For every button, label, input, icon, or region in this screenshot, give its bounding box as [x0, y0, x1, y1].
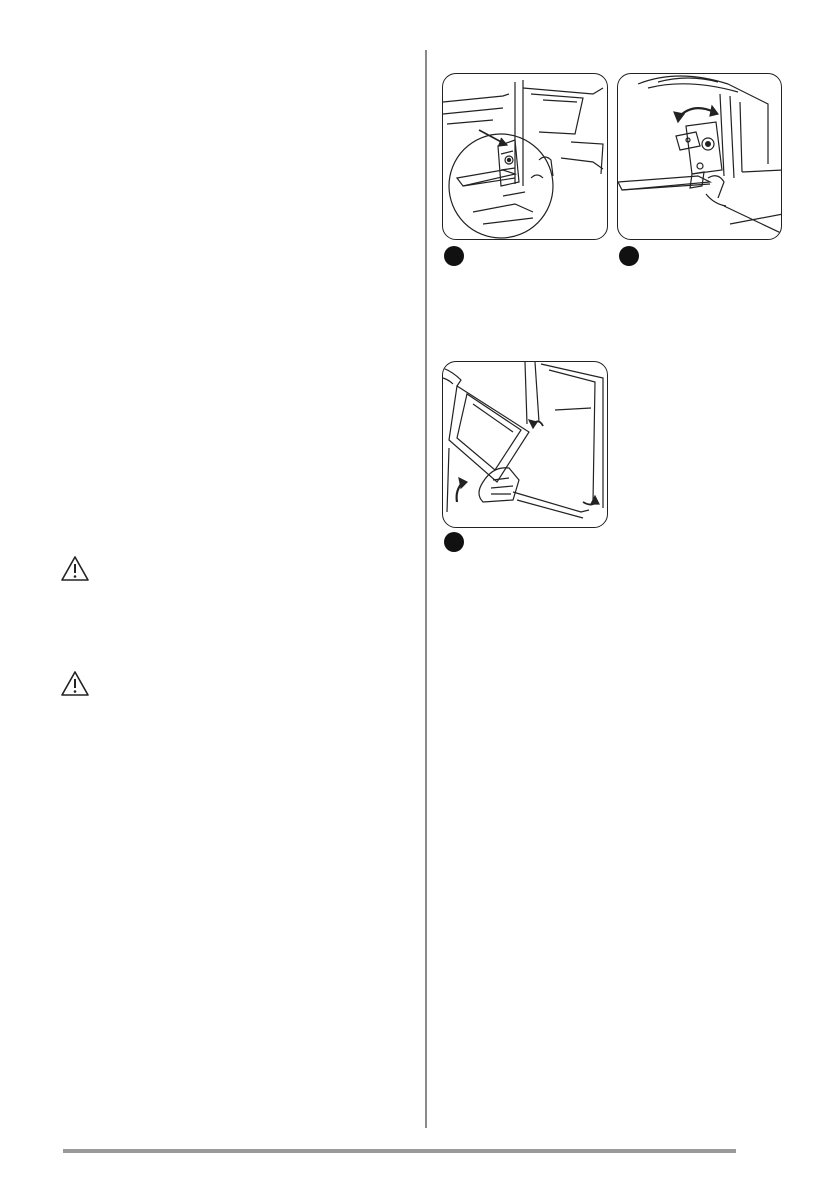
figure-1-hinge-lever [442, 73, 608, 240]
warning-triangle-icon [60, 670, 90, 698]
hinge-lever-icon [443, 74, 608, 240]
figure-1-badge [444, 246, 464, 266]
door-lift-icon [443, 362, 608, 528]
figure-3-badge [444, 532, 464, 552]
column-divider [425, 50, 427, 1128]
footer-rule [63, 1149, 736, 1153]
warning-triangle-icon [60, 555, 90, 583]
figure-2-hinge-rotate [617, 73, 782, 240]
figure-2-badge [619, 246, 639, 266]
figure-3-door-lift [442, 361, 608, 528]
hinge-rotate-icon [618, 74, 782, 240]
